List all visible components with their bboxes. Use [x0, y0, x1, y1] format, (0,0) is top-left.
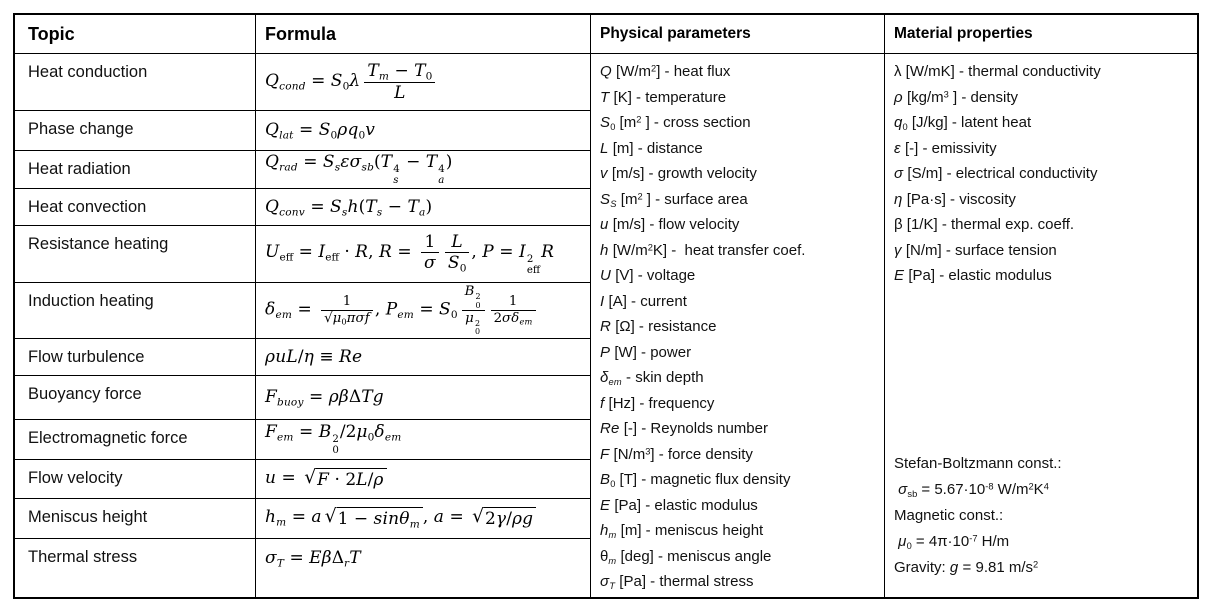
constant-line: Stefan-Boltzmann const.: — [894, 455, 1062, 472]
physical-parameter-line: Q $[W/m^2]$ - heat flux — [600, 63, 731, 80]
material-property-line: λ [W/mK] - thermal conductivity — [894, 63, 1101, 80]
material-property-line: E [Pa] - elastic modulus — [894, 267, 1052, 284]
material-property-line: ρ [$kg/m^3$ ] - density — [894, 88, 1019, 106]
physical-parameter-line: $\delta_{em}$ - skin depth — [600, 369, 704, 387]
column-header-physical-parameters: Physical parameters — [591, 15, 885, 54]
physical-parameter-line: h $[W/m^2K]$ - heat transfer coef. — [600, 241, 806, 259]
material-properties-list — [894, 59, 1193, 289]
formula-cell — [256, 151, 591, 189]
column-header-formula: Formula — [256, 15, 591, 54]
physical-parameter-line: $h_m$ [m] - meniscus height — [600, 522, 764, 540]
physical-parameter-line: I [A] - current — [600, 292, 687, 310]
constant-line: Gravity: g = 9.81 $m/s^2$ — [894, 559, 1039, 576]
formula: $\sigma_T = E\beta\Delta_rT$ — [265, 548, 361, 570]
physical-parameter-line: u [m/s] - flow velocity — [600, 216, 740, 233]
material-property-line: γ [N/m] - surface tension — [894, 241, 1057, 259]
formula: $h_m = a$ √ 1 − sinθ$_m$ , a = √ 2γ/ρg — [265, 507, 536, 529]
formula: $U_{eff} = I_{eff} \cdot R$, R = $\frac{1}{\sigma}$ $\frac{L}{S_0}$ , P = I 2 eff R — [265, 231, 555, 276]
formula-cell — [256, 460, 591, 499]
constant-line: $\mu_0 = 4\pi\cdot 10^{-7}$ H/m — [898, 533, 1010, 551]
physical-constants-block — [894, 451, 1193, 597]
formula-cell — [256, 376, 591, 420]
physical-parameter-line: U [V] - voltage — [600, 267, 696, 284]
formula-table — [13, 13, 1199, 599]
formula: $F_{em} = B$ 2 0 $/2\mu_0\delta_{em}$ — [265, 422, 402, 457]
physical-parameter-line: $B_0$ [T] - magnetic flux density — [600, 471, 791, 489]
material-property-line: η [Pa·s] - viscosity — [894, 190, 1016, 208]
topic-cell: Heat conduction — [15, 54, 256, 111]
column-header-topic: Topic — [15, 15, 256, 54]
material-properties-cell — [885, 54, 1197, 597]
formula-cell — [256, 499, 591, 539]
physical-parameter-line: Re [-] - Reynolds number — [600, 420, 768, 437]
formula: $Q_{lat} = S_0\rho q_0v$ — [265, 120, 376, 142]
topic-cell: Phase change — [15, 111, 256, 151]
physical-parameter-line: $S_S$ [$m^2$ ] - surface area — [600, 190, 748, 209]
topic-cell: Flow turbulence — [15, 339, 256, 376]
physical-parameter-line: T [K] - temperature — [600, 88, 727, 106]
topic-cell: Buoyancy force — [15, 376, 256, 420]
formula: $Q_{cond} = S_0\lambda$ $\frac{T_m - T_0}{L}$ — [265, 61, 437, 102]
topic-cell: Meniscus height — [15, 499, 256, 539]
physical-parameter-line: $\sigma_T$ [Pa] - thermal stress — [600, 573, 754, 591]
physical-parameter-line: E [Pa] - elastic modulus — [600, 496, 758, 514]
formula-cell — [256, 283, 591, 339]
topic-cell: Thermal stress — [15, 539, 256, 597]
material-property-line: σ [S/m] - electrical conductivity — [894, 165, 1098, 182]
physical-parameters-cell — [591, 54, 885, 597]
topic-cell: Flow velocity — [15, 460, 256, 499]
formula-cell — [256, 420, 591, 460]
formula-cell — [256, 226, 591, 283]
constant-line: Magnetic const.: — [894, 507, 1004, 524]
formula-cell — [256, 54, 591, 111]
topic-cell: Heat radiation — [15, 151, 256, 189]
formula-cell — [256, 539, 591, 597]
formula: $F_{buoy} = \rho\beta\Delta Tg$ — [265, 387, 384, 409]
physical-parameter-line: R [Ω] - resistance — [600, 318, 717, 335]
column-header-material-properties: Material properties — [885, 15, 1197, 54]
topic-cell: Electromagnetic force — [15, 420, 256, 460]
physical-parameter-line: $\theta_m$ [deg] - meniscus angle — [600, 547, 772, 566]
material-property-line: β [1/K] - thermal exp. coeff. — [894, 216, 1075, 233]
formula-cell — [256, 339, 591, 376]
material-property-line: ε [-] - emissivity — [894, 139, 997, 157]
formula: $Q_{rad} = S_s\varepsilon\sigma_{sb}(T$ 4 s − T 4 a ) — [265, 152, 453, 187]
constant-line: $\sigma_{sb} = 5.67\cdot 10^{-8}$ $W/m^2K^4$ — [898, 481, 1049, 499]
topic-cell: Heat convection — [15, 189, 256, 226]
physical-parameter-line: P [W] - power — [600, 343, 692, 361]
physical-parameter-line: v [m/s] - growth velocity — [600, 165, 757, 182]
formula-cell — [256, 189, 591, 226]
material-property-line: $q_0$ [J/kg] - latent heat — [894, 114, 1032, 132]
physical-parameter-line: L [m] - distance — [600, 139, 703, 157]
formula-cell — [256, 111, 591, 151]
formula: $\delta_{em}$ = $\frac{1}{√\mu_0\pi\sigma f}$ , $P_{em} = S_0$ B 2 0 μ 2 0 $\frac{1}{2\sigma\delta_{em}}$ — [265, 284, 538, 336]
formula: u = √ F · 2L/ρ — [265, 468, 387, 490]
topic-cell: Induction heating — [15, 283, 256, 339]
topic-cell: Resistance heating — [15, 226, 256, 283]
physical-parameter-line: $S_0$ [$m^2$ ] - cross section — [600, 114, 751, 132]
physical-parameter-line: F $[N/m^3]$ - force density — [600, 445, 753, 463]
formula: ρuL/η ≡ Re — [265, 346, 363, 367]
formula: $Q_{conv} = S_sh(T_s - T_a)$ — [265, 196, 433, 219]
physical-parameter-line: f [Hz] - frequency — [600, 394, 715, 412]
